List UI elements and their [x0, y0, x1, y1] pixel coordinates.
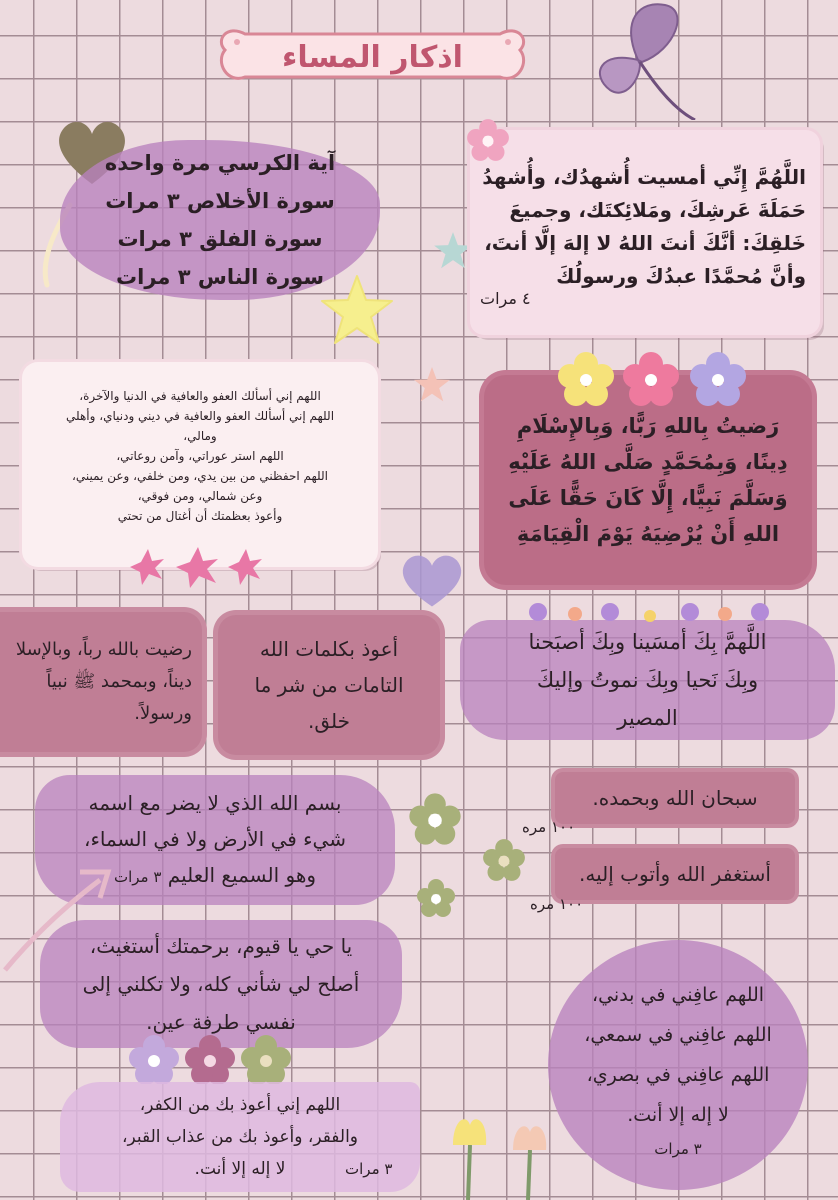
- text-line: المصير: [617, 706, 678, 730]
- text-line: اللَّهُمَّ إِنِّي أمسيت أُشهدُك، وأُشهدُ: [482, 164, 806, 189]
- text-line: أصلح لي شأني كله، ولا تكلني إلى: [82, 972, 360, 996]
- star-icon: [432, 230, 474, 272]
- repeat-count: ٤ مرات: [480, 288, 531, 308]
- tulip-icon: [438, 1105, 568, 1200]
- text-line: سبحان الله وبحمده.: [592, 786, 758, 810]
- page-title: اذكار المساء: [282, 39, 463, 75]
- repeat-count: ٣ مرات: [654, 1140, 702, 1158]
- radeet-short-card: [0, 612, 202, 752]
- istighfar-card: [555, 848, 795, 900]
- text-line: لا إله إلا أنت.: [627, 1104, 729, 1126]
- text-line: حَمَلَةَ عَرشِكَ، ومَلائِكتَك، وجميعَ: [509, 197, 806, 222]
- subhan-card: [555, 772, 795, 824]
- ya-hayy-card: [40, 920, 402, 1048]
- text-line: آية الكرسي مرة واحده: [104, 151, 336, 175]
- flower-icon: [482, 838, 526, 882]
- text-line: يا حي يا قيوم، برحمتك أستغيث،: [89, 934, 353, 958]
- text-line: ومالي،: [183, 428, 217, 443]
- text-line: اللهم عافِني في بدني،: [591, 984, 765, 1006]
- text-line: سورة الفلق ٣ مرات: [117, 227, 323, 251]
- flower-icon: [408, 792, 462, 846]
- bika-amsayna-card: [460, 620, 835, 740]
- text-line: اللهم إني أعوذ بك من الكفر،: [139, 1095, 341, 1115]
- text-line: اللهم احفظني من بين يدي، ومن خلفي، وعن يميني،: [71, 468, 329, 483]
- flower-row: [128, 545, 268, 589]
- afini-card: [548, 940, 808, 1190]
- butterfly-icon: [580, 0, 700, 120]
- text-line: وهو السميع العليم: [167, 863, 317, 887]
- text-line: اللهم عافِني في سمعي،: [584, 1024, 772, 1046]
- text-line: اللهم عافِني في بصري،: [586, 1064, 770, 1086]
- text-line: التامات من شر ما: [254, 673, 404, 697]
- flower-icon: [556, 350, 746, 410]
- text-line: شيء في الأرض ولا في السماء،: [84, 827, 346, 851]
- evening-dhikr-card: [470, 130, 820, 335]
- text-line: اللهِ أَنْ يُرْضِيَهُ يَوْمَ الْقِيَامَةِ: [516, 522, 780, 546]
- text-line: والفقر، وأعوذ بك من عذاب القبر،: [121, 1127, 359, 1147]
- text-line: ورسولاً.: [134, 703, 192, 724]
- text-line: بسم الله الذي لا يضر مع اسمه: [88, 791, 342, 815]
- heart-icon: [395, 548, 469, 610]
- title-banner: [215, 22, 530, 92]
- text-line: وبِكَ نَحيا وبِكَ نموتُ وإليكَ: [536, 668, 759, 692]
- flower-icon: [466, 118, 510, 162]
- repeat-count: ٣ مرات: [345, 1160, 393, 1178]
- text-line: ديناً، وبمحمد ﷺ نبياً: [46, 671, 192, 692]
- flower-icon: [416, 878, 456, 918]
- text-line: أعوذ بكلمات الله: [259, 637, 399, 661]
- star-icon: [412, 365, 452, 405]
- text-line: سورة الناس ٣ مرات: [116, 265, 324, 289]
- text-line: اللَّهمَّ بِكَ أمسَينا وبِكَ أصبَحنا: [528, 630, 767, 654]
- text-line: وأنَّ مُحمَّدًا عبدُكَ ورسولُكَ: [556, 263, 806, 288]
- repeat-count: ١٠٠ مره: [522, 818, 576, 836]
- text-line-with-count: [114, 857, 316, 895]
- text-line: رَضيتُ بِاللهِ رَبًّا، وَبِالإِسْلَامِ: [516, 414, 780, 438]
- text-line: اللهم استر عوراتي، وآمن روعاتي،: [116, 448, 284, 463]
- quran-surahs-card: [60, 140, 380, 300]
- afiyah-dua-card: [22, 362, 378, 567]
- star-icon: [318, 272, 396, 350]
- text-line: دِينًا، وَبِمُحَمَّدٍ صَلَّى اللهُ عَلَيْهِ: [508, 450, 788, 474]
- text-line: سورة الأخلاص ٣ مرات: [105, 189, 335, 213]
- text-line: وعن شمالي، ومن فوقي،: [137, 488, 263, 503]
- text-line: اللهم إني أسألك العفو والعافية في ديني ودنياي، وأهلي: [65, 408, 335, 423]
- text-line: خلق.: [307, 709, 351, 733]
- text-line: لا إله إلا أنت.: [194, 1159, 286, 1179]
- text-line: وأعوذ بعظمتك أن أغتال من تحتي: [117, 508, 283, 523]
- text-line: رضيت بالله رباً، وبالإسلا: [15, 639, 192, 660]
- text-line: نفسي طرفة عين.: [146, 1010, 296, 1034]
- text-line: أستغفر الله وأتوب إليه.: [579, 862, 771, 886]
- repeat-count: ٣ مرات: [113, 868, 162, 886]
- flower-row: [520, 598, 790, 632]
- text-line: اللهم إني أسألك العفو والعافية في الدنيا والآخرة،: [79, 388, 321, 403]
- aoudh-card: [218, 615, 440, 755]
- text-line: خَلقِكَ: أنَّكَ أنتَ اللهُ لا إلهَ إلَّا أنتَ،: [484, 230, 806, 255]
- repeat-count: ١٠٠ مره: [530, 895, 584, 913]
- text-line: وَسَلَّمَ نَبِيًّا، إِلَّا كَانَ حَقًّا عَلَى: [508, 486, 788, 510]
- flower-row: [128, 1032, 298, 1084]
